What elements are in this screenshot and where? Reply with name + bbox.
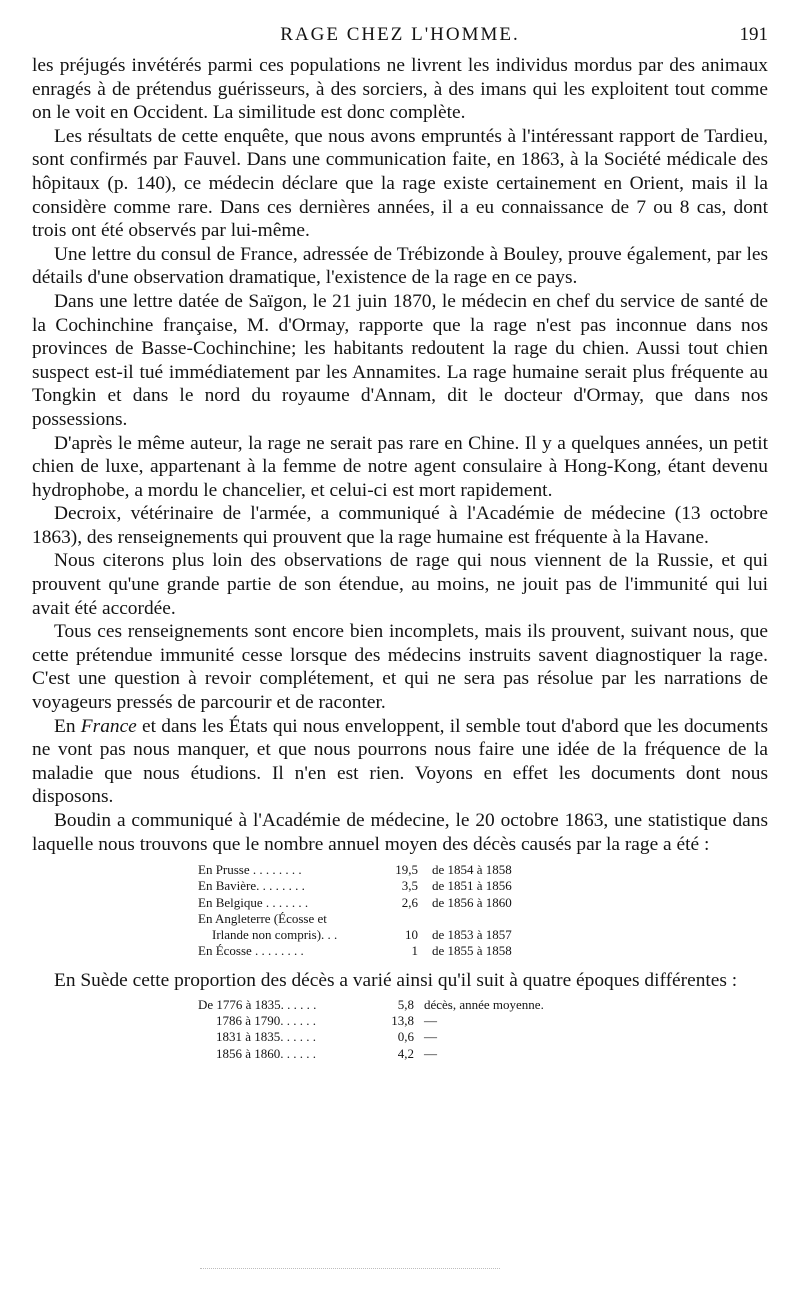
value-note: — [424,1013,437,1029]
table-row [198,911,768,927]
italic-france: France [80,715,137,737]
death-value: 13,8 [391,1013,414,1029]
period-label: De 1776 à 1835. . . . . . [198,997,317,1012]
footer-smudge [200,1268,500,1271]
death-value: 5,8 [397,997,414,1012]
paragraph: Nous citerons plus loin des observations de rage qui nous viennent de la Russie, et qui prouvent qu'une grande partie de son étendue, au moins, ne jouit pas de l'immunité qui lui avait été accordée. [32,550,768,619]
period: de 1856 à 1860 [432,894,512,910]
paragraph: Les résultats de cette enquête, que nous avons empruntés à l'intéressant rapport de Tardieu, sont confirmés par Fauvel. Dans une communication faite, en 1863, à la Société médicale des hôpitaux (p. 140), ce médecin déclare que la rage existe certainement en Orient, mais il la considère comme rare. Dans ces dernières années, il a eu connaissance de 7 ou 8 cas, dont trois ont été observés par lui-même. [32,125,768,242]
body-text [32,54,768,1062]
period: de 1851 à 1856 [432,878,512,894]
paragraph: Tous ces renseignements sont encore bien incomplets, mais ils prouvent, suivant nous, que cette prétendue immunité cesse lorsque des médecins instruits savent diagnostiquer la rage. C'est une question à revoir complétement, et qui ne sera pas résolue par les narrations de voyageurs pressés de parcourir et de raconter. [32,621,768,714]
running-head [32,24,768,52]
country-label: En Bavière. . . . . . . . [198,878,305,894]
paragraph: Une lettre du consul de France, adressée de Trébizonde à Bouley, prouve également, par les détails d'une observation dramatique, l'existence de la rage en ce pays. [32,243,768,289]
period: de 1853 à 1857 [432,927,512,942]
paragraph: Dans une lettre datée de Saïgon, le 21 juin 1870, le médecin en chef du service de santé de la Cochinchine française, M. d'Ormay, rapporte que la rage n'est pas inconnue dans nos provinces de Basse-Cochinchine; les habitants redoutent la rage du chien. Aussi tout chien suspect est-il tué immédiatement par les Annamites. La rage humaine serait plus fréquente au Tongkin et dans le nord du royaume d'Annam, dit le docteur d'Ormay, que dans nos possessions. [32,290,768,430]
value-note: décès, année moyenne. [424,997,544,1012]
country-label: En Prusse . . . . . . . . [198,862,302,878]
table-row [198,878,768,894]
paragraph: Boudin a communiqué à l'Académie de médecine, le 20 octobre 1863, une statistique dans laquelle nous trouvons que le nombre annuel moyen des décès causés par la rage a été : [32,810,768,855]
period: de 1854 à 1858 [432,862,512,878]
table-row [198,862,768,878]
paragraph: les préjugés invétérés parmi ces populations ne livrent les individus mordus par des animaux enragés à de prétendus guérisseurs, à des sorciers, à des imans qui les exploitent tout comme on le voit en Occident. La similitude est donc complète. [32,55,768,124]
death-value: 10 [405,927,418,942]
value-note: — [424,1045,437,1061]
paragraph-pre: En [54,715,81,737]
death-value [378,911,418,927]
page-number: 191 [739,24,768,45]
table-row [198,927,768,943]
period [418,911,432,927]
paragraph-france [32,715,768,809]
running-title: RAGE CHEZ L'HOMME. [280,24,520,45]
death-value: 0,6 [397,1029,414,1045]
paragraph-rest: et dans les États qui nous enveloppent, il semble tout d'abord que les documents ne vont pas nous manquer, et que nous pourrons nous faire une idée de la fréquence de la maladie que nous étudions. Il n'en est rien. Voyons en effet les documents dont nous disposons. [32,715,768,808]
paragraph: D'après le même auteur, la rage ne serait pas rare en Chine. Il y a quelques années, un petit chien de luxe, appartenant à la femme de notre agent consulaire à Hong-Kong, étant devenu hydrophobe, a mordu le chancelier, et celui-ci est mort rapidement. [32,432,768,501]
period-label: 1831 à 1835. . . . . . [216,1029,317,1045]
table-row [198,943,768,959]
period-label: 1856 à 1860. . . . . . [216,1045,317,1061]
country-label: En Écosse . . . . . . . . [198,943,304,959]
death-value: 3,5 [401,878,418,894]
country-label: Irlande non compris). . . [212,927,338,942]
period-label: 1786 à 1790. . . . . . [216,1013,317,1029]
death-value: 4,2 [397,1045,414,1061]
paragraph-sweden: En Suède cette proportion des décès a varié ainsi qu'il suit à quatre époques différentes : [54,970,738,992]
paragraph: Decroix, vétérinaire de l'armée, a communiqué à l'Académie de médecine (13 octobre 1863), des renseignements qui prouvent que la rage humaine est fréquente à la Havane. [32,503,768,548]
period: de 1855 à 1858 [432,943,512,959]
table-row [198,997,768,1013]
table-row [198,895,768,911]
value-note: — [424,1029,437,1045]
death-value: 2,6 [401,894,418,910]
country-label: En Angleterre (Écosse et [198,910,327,926]
table-row [198,1029,768,1045]
death-value: 1 [411,943,418,959]
death-value: 19,5 [395,862,418,878]
deaths-by-country-table [198,862,768,959]
sweden-deaths-table [198,997,768,1062]
table-row [198,1013,768,1029]
country-label: En Belgique . . . . . . . [198,894,309,910]
table-row [198,1046,768,1062]
